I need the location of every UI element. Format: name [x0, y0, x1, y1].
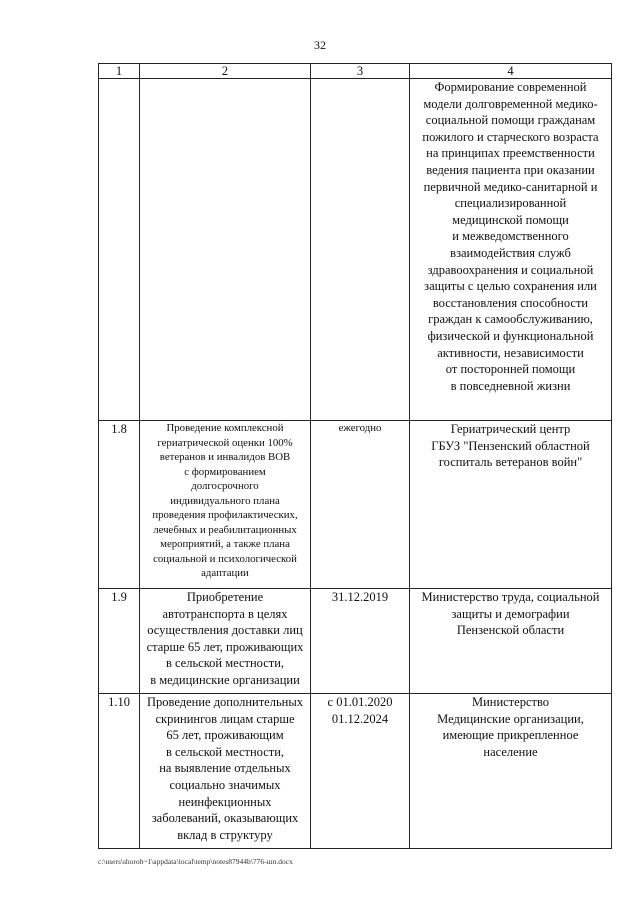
row-number-cell: 1.8 [99, 421, 140, 589]
term-cell: 31.12.2019 [311, 589, 410, 694]
responsible-cell: Формирование современной модели долговременной медико- социальной помощи гражданам пожилого и старческого возраста на принципах преемственности ведения пациента при оказании первичной медико-санитарной и специализированной медицинской помощи и межведомственного взаимодействия служб здравоохранения и социальной защиты с целью сохранения или восстановления способности граждан к самообслуживанию, физической и функциональной активности, независимости от посторонней помощи в повседневной жизни [410, 79, 612, 421]
column-header: 4 [410, 64, 612, 79]
responsible-cell: Министерство Медицинские организации, имеющие прикрепленное население [410, 694, 612, 849]
term-cell [311, 79, 410, 421]
column-header: 2 [140, 64, 311, 79]
column-header: 1 [99, 64, 140, 79]
table-header-row [99, 64, 612, 79]
term-cell: с 01.01.2020 01.12.2024 [311, 694, 410, 849]
action-cell: Проведение комплексной гериатрической оценки 100% ветеранов и инвалидов ВОВ с формированием долгосрочного индивидуального плана проведения профилактических, лечебных и реабилитационных мероприятий, а также плана социальной и психологической адаптации [140, 421, 311, 589]
column-header: 3 [311, 64, 410, 79]
responsible-cell: Гериатрический центр ГБУЗ "Пензенский областной госпиталь ветеранов войн" [410, 421, 612, 589]
table-row [99, 421, 612, 589]
table-row [99, 694, 612, 849]
term-cell: ежегодно [311, 421, 410, 589]
row-number-cell [99, 79, 140, 421]
table-row [99, 79, 612, 421]
action-cell: Приобретение автотранспорта в целях осуществления доставки лиц старше 65 лет, проживающих в сельской местности, в медицинские организации [140, 589, 311, 694]
file-path-footer: c:\users\shoroh~1\appdata\local\temp\notes87944b\776-шп.docx [98, 857, 293, 866]
program-table [98, 63, 612, 849]
page-number: 32 [314, 38, 326, 52]
row-number-cell: 1.9 [99, 589, 140, 694]
action-cell [140, 79, 311, 421]
action-cell: Проведение дополнительных скринингов лицам старше 65 лет, проживающим в сельской местности, на выявление отдельных социально значимых неинфекционных заболеваний, оказывающих вклад в структуру [140, 694, 311, 849]
responsible-cell: Министерство труда, социальной защиты и демографии Пензенской области [410, 589, 612, 694]
table-row [99, 589, 612, 694]
row-number-cell: 1.10 [99, 694, 140, 849]
